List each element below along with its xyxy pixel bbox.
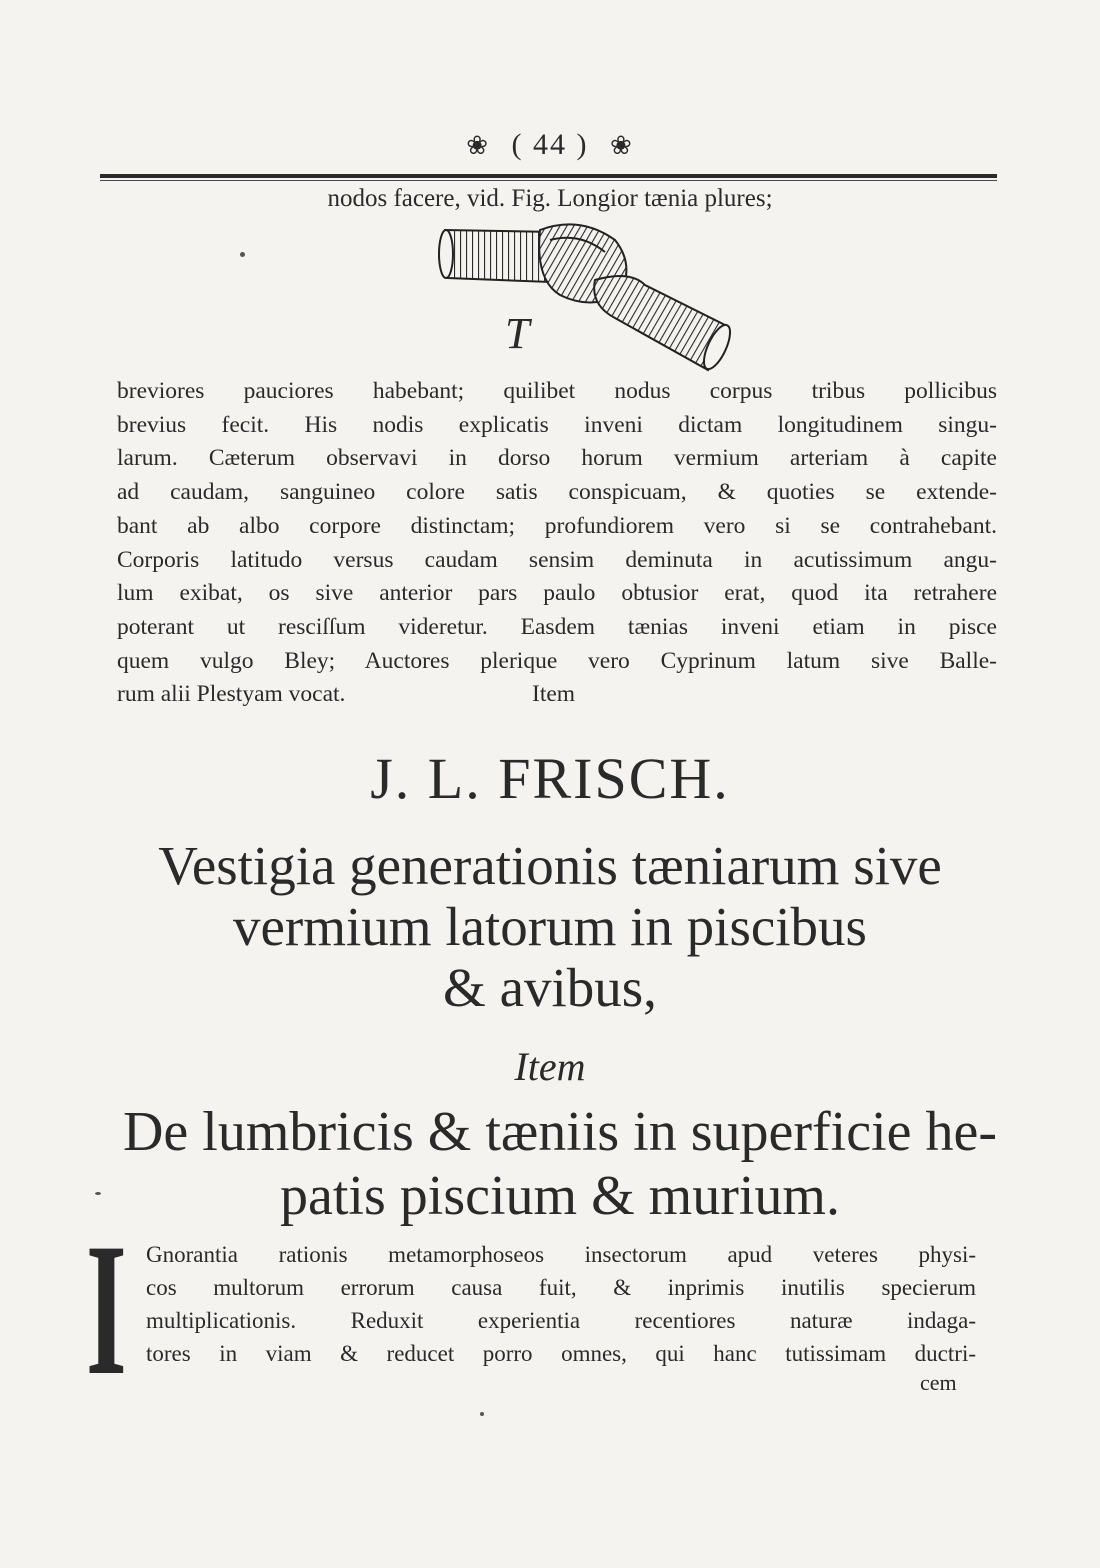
paragraph-line: Corporis latitudo versus caudam sensim deminuta in acutissimum angu-	[117, 546, 997, 573]
paragraph-line: larum. Cæterum observavi in dorso horum vermium arteriam à capite	[117, 445, 997, 472]
drop-cap: I	[86, 1205, 127, 1415]
knotted-tapeworm-figure	[430, 210, 740, 385]
body-line: tores in viam & reducet porro omnes, qui hanc tutissimam ductri-	[146, 1341, 976, 1366]
paragraph-main	[117, 375, 997, 712]
figure-label: T	[505, 309, 530, 358]
left-ornament-icon: ❀	[466, 131, 490, 160]
paragraph-line: poterant ut resciſſum videretur. Easdem tænias inveni etiam in pisce	[117, 613, 997, 640]
author-heading: J. L. FRISCH.	[370, 746, 730, 811]
item-heading: Item	[514, 1044, 586, 1089]
page-number: ( 44 )	[511, 128, 589, 161]
title-line: & avibus,	[443, 957, 657, 1018]
page-header	[100, 128, 1000, 168]
title-line: vermium latorum in piscibus	[233, 896, 867, 957]
catchword: cem	[920, 1370, 957, 1395]
ink-speck	[480, 1412, 484, 1416]
header-rule-thick	[100, 174, 997, 178]
paragraph-line: breviores pauciores habebant; quilibet nodus corpus tribus pollicibus	[117, 378, 997, 404]
paragraph-item-word: Item	[532, 681, 576, 708]
title-line: Vestigia generationis tæniarum sive	[158, 835, 942, 896]
paragraph-line: quem vulgo Bley; Auctores plerique vero Cyprinum latum sive Balle-	[117, 647, 997, 674]
body-paragraph	[146, 1238, 976, 1370]
body-line: Gnorantia rationis metamorphoseos insectorum apud veteres physi-	[146, 1242, 976, 1267]
section-subtitle	[60, 1100, 1060, 1228]
paragraph-line: lum exibat, os sive anterior pars paulo obtusior erat, quod ita retrahere	[117, 580, 997, 607]
ink-speck	[240, 252, 245, 257]
opening-line: nodos facere, vid. Fig. Longior tænia plures;	[327, 185, 773, 212]
paragraph-last-line	[117, 678, 997, 712]
paragraph-line: rum alii Plestyam vocat.	[117, 681, 346, 708]
paragraph-line: brevius fecit. His nodis explicatis inveni dictam longitudinem singu-	[117, 411, 997, 438]
paragraph-line: ad caudam, sanguineo colore satis conspicuam, & quoties se extende-	[117, 479, 997, 506]
ink-speck	[95, 1192, 101, 1195]
right-ornament-icon: ❀	[609, 131, 634, 160]
section-title	[60, 835, 1040, 1018]
subtitle-line: De lumbricis & tæniis in superficie he-	[122, 1101, 998, 1163]
paragraph-line: bant ab albo corpore distinctam; profundiorem vero si se contrahebant.	[117, 512, 997, 539]
body-line: multiplicationis. Reduxit experientia recentiores naturæ indaga-	[146, 1308, 976, 1333]
header-rule-thin	[100, 180, 997, 181]
subtitle-line: patis piscium & murium.	[280, 1165, 840, 1227]
body-line: cos multorum errorum causa fuit, & inprimis inutilis specierum	[146, 1275, 976, 1300]
